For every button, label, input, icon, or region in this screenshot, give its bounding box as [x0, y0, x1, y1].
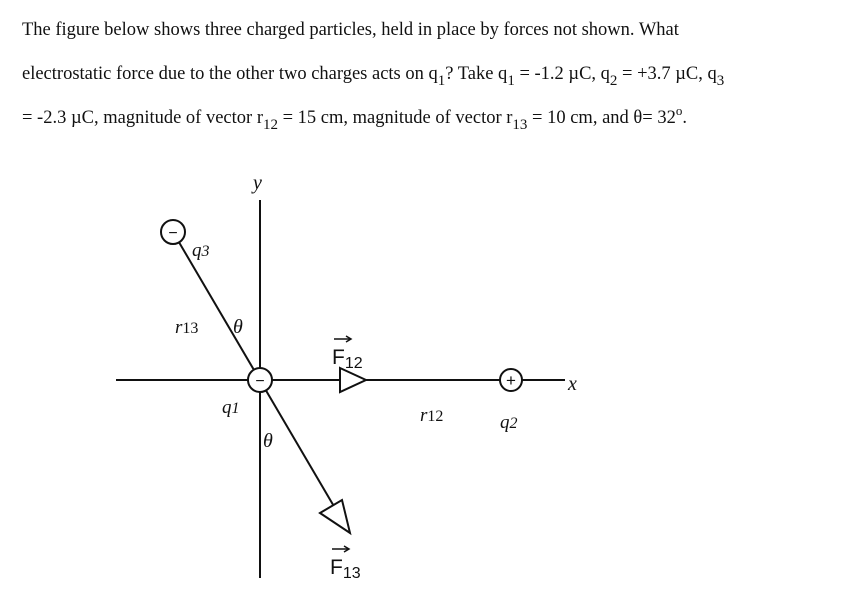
subscript: 13: [512, 117, 528, 133]
problem-text: = 15 cm, magnitude of vector r: [277, 108, 513, 128]
problem-text: = 10 cm, and θ= 32: [527, 108, 676, 128]
theta-lower-label: θ: [263, 430, 273, 452]
problem-text: = -1.2 µC, q: [514, 64, 610, 84]
problem-text: The figure below shows three charged particles, held in place by forces not shown. What: [22, 20, 679, 40]
theta-upper-label: θ: [233, 316, 243, 338]
problem-text: ? Take q: [445, 64, 508, 84]
subscript: 12: [262, 117, 278, 133]
q2-sign: +: [506, 371, 516, 390]
r12-label: r12: [420, 405, 444, 426]
svg-text:F12: F12: [332, 346, 363, 372]
q1-label: q1: [222, 397, 240, 418]
problem-text: = +3.7 µC, q: [617, 64, 717, 84]
q3-charge: [161, 220, 185, 244]
subscript: 3: [716, 73, 725, 89]
r13-label: r13: [175, 317, 199, 338]
f12-label: [332, 336, 363, 372]
q1-charge: [248, 368, 272, 392]
problem-text: .: [682, 108, 687, 128]
subscript: 1: [507, 73, 515, 89]
svg-text:F13: F13: [330, 556, 361, 582]
q2-charge: [500, 369, 522, 391]
q2-label: q2: [500, 412, 518, 433]
f13-arrow-icon: [320, 500, 350, 533]
problem-text: = -2.3 µC, magnitude of vector r: [22, 108, 263, 128]
subscript: 1: [437, 73, 446, 89]
problem-text: electrostatic force due to the other two charges acts on q: [22, 64, 438, 84]
subscript: 2: [609, 73, 618, 89]
x-axis-label: x: [568, 373, 577, 395]
q3-label: q3: [192, 240, 210, 261]
q1-sign: −: [255, 373, 265, 390]
superscript: o: [675, 103, 683, 118]
q3-sign: −: [168, 225, 178, 242]
f13-label: [330, 546, 361, 582]
y-axis-label: y: [253, 172, 262, 194]
